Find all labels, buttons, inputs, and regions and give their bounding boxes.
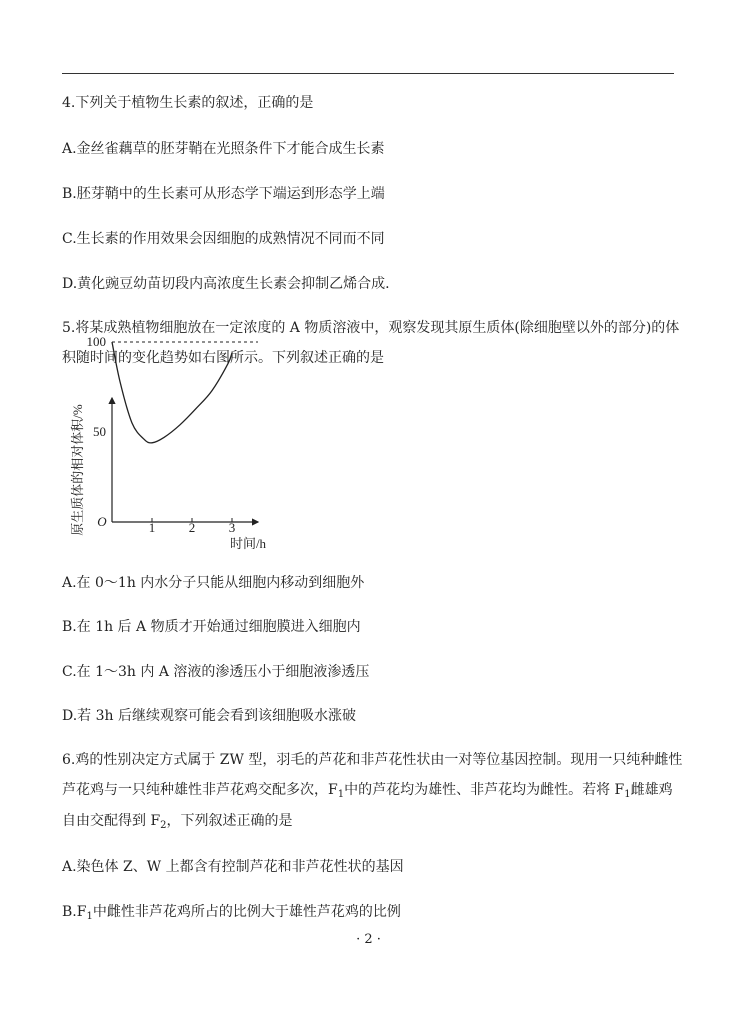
- q6-line3-part-b: ，下列叙述正确的是: [166, 813, 293, 829]
- q4-option-b: B.胚芽鞘中的生长素可从形态学下端运到形态学上端: [62, 186, 385, 202]
- q6-line2-part-b: 中的芦花均为雄性、非芦花均为雌性。若将 F: [344, 782, 625, 798]
- q5-option-b: B.在 1h 后 A 物质才开始通过细胞膜进入细胞内: [62, 619, 361, 635]
- origin-label: O: [97, 514, 107, 529]
- q5-option-a: A.在 0～1h 内水分子只能从细胞内移动到细胞外: [62, 575, 365, 591]
- q6-stem-line2: [62, 780, 673, 800]
- q6-line3-part-a: 自由交配得到 F: [62, 813, 161, 829]
- q4-stem: 4.下列关于植物生长素的叙述，正确的是: [62, 95, 314, 111]
- q6-line2-sub: 1: [337, 789, 345, 800]
- chart-xlabel: 时间/h: [229, 536, 267, 551]
- q4-option-c: C.生长素的作用效果会因细胞的成熟情况不同而不同: [62, 231, 385, 247]
- q5-stem-line2: 积随时间的变化趋势如右图所示。下列叙述正确的是: [62, 350, 384, 366]
- x-tick-3: 3: [228, 520, 236, 535]
- q6-line2-part-a: 芦花鸡与一只纯种雄性非芦花鸡交配多次，F: [62, 782, 338, 798]
- q6-line3-sub: 2: [160, 820, 167, 831]
- page-number: · 2 ·: [356, 932, 381, 947]
- q6-stem-line1: 6.鸡的性别决定方式属于 ZW 型，羽毛的芦花和非芦花性状由一对等位基因控制。现用一只纯种雌性: [62, 752, 683, 768]
- y-tick-50: 50: [93, 424, 106, 439]
- x-tick-2: 2: [188, 520, 196, 535]
- y-tick-100: 100: [86, 334, 106, 349]
- q5-stem-line1: 5.将某成熟植物细胞放在一定浓度的 A 物质溶液中，观察发现其原生质体(除细胞壁以外的部分)的体: [62, 320, 680, 336]
- chart-ylabel: 原生质体的相对体积/%: [70, 404, 85, 536]
- q4-option-d: D.黄化豌豆幼苗切段内高浓度生长素会抑制乙烯合成.: [62, 276, 390, 292]
- q6-optb-part-a: B.F: [62, 904, 87, 920]
- q6-optb-sub: 1: [86, 911, 93, 922]
- q4-option-a: A.金丝雀藕草的胚芽鞘在光照条件下才能合成生长素: [62, 141, 385, 157]
- x-tick-1: 1: [148, 520, 156, 535]
- q6-option-a: A.染色体 Z、W 上都含有控制芦花和非芦花性状的基因: [62, 859, 404, 875]
- header-rule: [62, 73, 674, 74]
- q6-stem-line3: [62, 811, 293, 831]
- q6-option-b: [62, 902, 401, 922]
- q6-line2-sub2: 1: [624, 789, 631, 800]
- q6-optb-part-b: 中雌性非芦花鸡所占的比例大于雄性芦花鸡的比例: [92, 904, 401, 920]
- q6-line2-part-c: 雌雄鸡: [630, 782, 673, 798]
- q5-option-c: C.在 1～3h 内 A 溶液的渗透压小于细胞液渗透压: [62, 664, 370, 680]
- q5-option-d: D.若 3h 后继续观察可能会看到该细胞吸水涨破: [62, 708, 356, 724]
